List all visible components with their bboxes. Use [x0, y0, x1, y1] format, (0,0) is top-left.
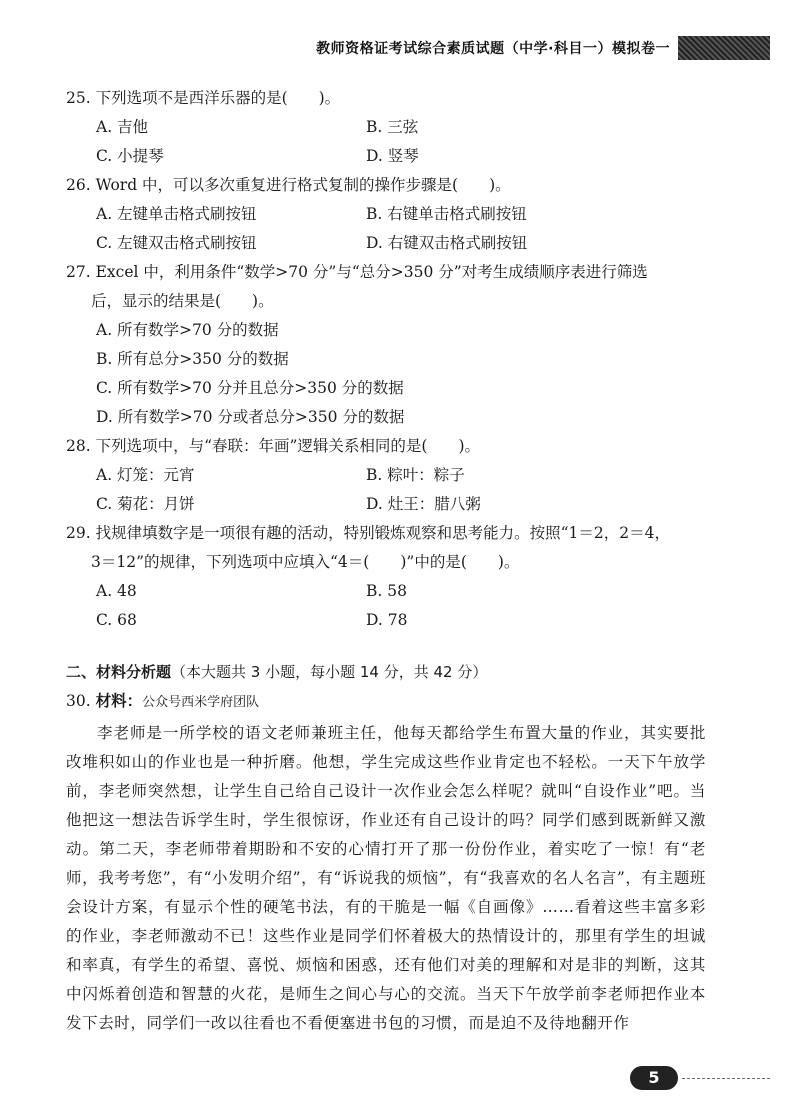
option-a: A. 灯笼：元宵: [96, 466, 195, 484]
option-a: A. 所有数学>70 分的数据: [96, 321, 279, 339]
option-d: D. 78: [366, 611, 408, 629]
question-30-header: [66, 687, 706, 717]
question-stem: 27. Excel 中，利用条件“数学>70 分”与“总分>350 分”对考生成绩顺序表进行筛选: [66, 263, 648, 281]
option-c: C. 所有数学>70 分并且总分>350 分的数据: [96, 379, 404, 397]
option-b: B. 所有总分>350 分的数据: [96, 350, 289, 368]
options: [66, 461, 706, 519]
question-25: [66, 84, 706, 171]
options: [66, 577, 706, 635]
question-27: [66, 258, 706, 432]
option-c: C. 68: [96, 611, 137, 629]
option-b: B. 粽叶：粽子: [366, 466, 465, 484]
section-title: 二、材料分析题: [66, 663, 172, 681]
options: [66, 113, 706, 171]
header-title: 教师资格证考试综合素质试题（中学·科目一）模拟卷一: [316, 41, 670, 57]
options: [66, 316, 706, 432]
footer-divider: [682, 1078, 770, 1079]
option-c: C. 菊花：月饼: [96, 495, 195, 513]
option-a: A. 48: [96, 582, 137, 600]
page-content: [66, 84, 706, 1038]
question-stem: 26. Word 中，可以多次重复进行格式复制的操作步骤是( )。: [66, 176, 511, 194]
option-c: C. 小提琴: [96, 147, 164, 165]
question-number: 30.: [66, 692, 91, 710]
page-header: [0, 36, 800, 62]
option-d: D. 右键双击格式刷按钮: [366, 234, 528, 252]
question-stem: 25. 下列选项不是西洋乐器的是( )。: [66, 89, 341, 107]
page-footer: [630, 1066, 770, 1092]
option-c: C. 左键双击格式刷按钮: [96, 234, 257, 252]
question-stem: 28. 下列选项中，与“春联：年画”逻辑关系相同的是( )。: [66, 437, 481, 455]
header-decor-bar: [678, 36, 770, 60]
question-29: [66, 519, 706, 635]
question-26: [66, 171, 706, 258]
question-28: [66, 432, 706, 519]
material-source: 公众号西米学府团队: [142, 695, 260, 710]
option-a: A. 左键单击格式刷按钮: [96, 205, 257, 223]
option-b: B. 三弦: [366, 118, 419, 136]
material-label: 材料：: [95, 692, 143, 710]
option-a: A. 吉他: [96, 118, 149, 136]
option-b: B. 58: [366, 582, 407, 600]
page-number: 5: [630, 1066, 678, 1090]
question-stem-continued: 后，显示的结果是( )。: [91, 292, 274, 310]
option-d: D. 竖琴: [366, 147, 419, 165]
section-note: （本大题共 3 小题，每小题 14 分，共 42 分）: [171, 663, 488, 681]
option-d: D. 所有数学>70 分或者总分>350 分的数据: [96, 408, 405, 426]
material-paragraph: 李老师是一所学校的语文老师兼班主任，他每天都给学生布置大量的作业，其实要批改堆积如山的作业也是一种折磨。他想，学生完成这些作业肯定也不轻松。一天下午放学前，李老师突然想，让学生自己给自己设计一次作业会怎么样呢？就叫“自设作业”吧。当他把这一想法告诉学生时，学生很惊讶，作业还有自己设计的吗？同学们感到既新鲜又激动。第二天，李老师带着期盼和不安的心情打开了那一份份作业，着实吃了一惊！有“老师，我考考您”，有“小发明介绍”，有“诉说我的烦恼”，有“我喜欢的名人名言”，有主题班会设计方案，有显示个性的硬笔书法，有的干脆是一幅《自画像》……看着这些丰富多彩的作业，李老师激动不已！这些作业是同学们怀着极大的热情设计的，那里有学生的坦诚和率真，有学生的希望、喜悦、烦恼和困惑，还有他们对美的理解和对是非的判断，这其中闪烁着创造和智慧的火花，是师生之间心与心的交流。当天下午放学前李老师把作业本发下去时，同学们一改以往看也不看便塞进书包的习惯，而是迫不及待地翻开作: [66, 724, 706, 1032]
options: [66, 200, 706, 258]
option-b: B. 右键单击格式刷按钮: [366, 205, 527, 223]
option-d: D. 灶王：腊八粥: [366, 495, 481, 513]
question-stem-continued: 3＝12”的规律，下列选项中应填入“4＝( )”中的是( )。: [91, 553, 520, 571]
question-stem: 29. 找规律填数字是一项很有趣的活动，特别锻炼观察和思考能力。按照“1＝2，2＝4，: [66, 524, 670, 542]
section-heading: [66, 658, 706, 687]
